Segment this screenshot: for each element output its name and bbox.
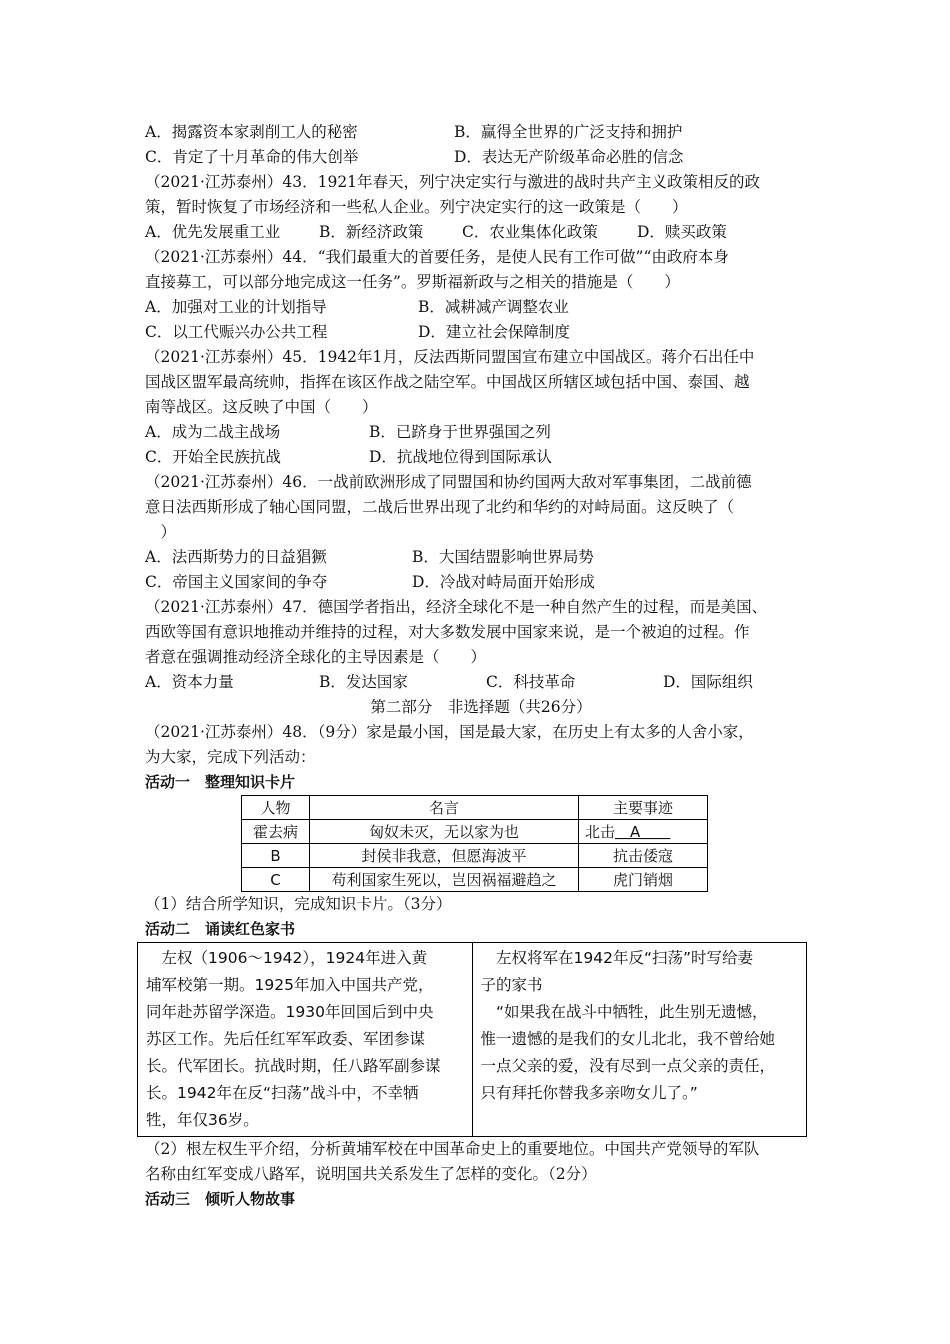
activity2-title: 活动二 诵读红色家书 <box>145 920 296 938</box>
bio-line: 牲，年仅36岁。 <box>146 1111 259 1129</box>
q46-options-row-2 <box>145 570 817 595</box>
table-header-row <box>242 796 708 820</box>
q43-stem-line-1: （2021·江苏泰州）43．1921年春天，列宁决定实行与激进的战时共产主义政策相反的政 <box>145 173 761 191</box>
q44-option-b: B．减耕减产调整农业 <box>418 298 569 316</box>
q43-option-b: B．新经济政策 <box>319 223 424 241</box>
q45-option-b: B．已跻身于世界强国之列 <box>369 423 551 441</box>
q45-option-c: C．开始全民族抗战 <box>145 448 281 466</box>
activity2-question-line-2: 名称由红军变成八路军，说明国共关系发生了怎样的变化。（2分） <box>145 1165 597 1183</box>
q47-option-c: C．科技革命 <box>486 673 576 691</box>
row2-deed: 抗击倭寇 <box>579 844 708 868</box>
row1-deed <box>579 820 708 844</box>
q47-stem-line-2: 西欧等国有意识地推动并维持的过程，对大多数发展中国家来说，是一个被迫的过程。作 <box>145 623 750 641</box>
q44-option-a: A．加强对工业的计划指导 <box>145 298 327 316</box>
bio-line: 左权（1906～1942），1924年进入黄 <box>146 949 428 967</box>
q47-stem-line-1: （2021·江苏泰州）47．德国学者指出，经济全球化不是一种自然产生的过程，而是美国、 <box>145 598 768 616</box>
q45-stem-line-1: （2021·江苏泰州）45．1942年1月，反法西斯同盟国宣布建立中国战区。蒋介石出任中 <box>145 348 755 366</box>
q47-options <box>145 670 817 695</box>
letter-line: 惟一遗憾的是我们的女儿北北，我不曾给她 <box>480 1030 776 1048</box>
q47-option-b: B．发达国家 <box>319 673 408 691</box>
letter-line: 只有拜托你替我多亲吻女儿了。” <box>480 1084 698 1102</box>
letter-line: 一点父亲的爱，没有尽到一点父亲的责任， <box>480 1057 776 1075</box>
q45-option-a: A．成为二战主战场 <box>145 423 281 441</box>
table-row <box>242 844 708 868</box>
header-quote: 名言 <box>310 796 579 820</box>
exam-page <box>145 120 817 1212</box>
q45-option-d: D．抗战地位得到国际承认 <box>369 448 552 466</box>
activity1-title: 活动一 整理知识卡片 <box>145 773 296 791</box>
letter-line: 左权将军在1942年反“扫荡”时写给妻 <box>480 949 754 967</box>
zuo-quan-biography <box>138 943 473 1137</box>
q44-option-c: C．以工代赈兴办公共工程 <box>145 323 328 341</box>
q44-options-row-1 <box>145 295 817 320</box>
q45-stem-line-2: 国战区盟军最高统帅，指挥在该区作战之陆空军。中国战区所辖区域包括中国、泰国、越 <box>145 373 750 391</box>
activity2-question-line-1: （2）根左权生平介绍，分析黄埔军校在中国革命史上的重要地位。中国共产党领导的军队 <box>145 1140 760 1158</box>
letter-line: 子的家书 <box>480 976 543 994</box>
q45-options-row-2 <box>145 445 817 470</box>
q42-options-row-1 <box>145 120 817 145</box>
q46-stem-line-1: （2021·江苏泰州）46．一战前欧洲形成了同盟国和协约国两大敌对军事集团，二战前德 <box>145 473 752 491</box>
row1-person: 霍去病 <box>242 820 310 844</box>
q47-option-d: D．国际组织 <box>663 673 753 691</box>
family-letter-excerpt <box>472 943 807 1137</box>
bio-line: 同年赴苏留学深造。1930年回国后到中央 <box>146 1003 434 1021</box>
q42-option-b: B．赢得全世界的广泛支持和拥护 <box>454 123 683 141</box>
row1-deed-prefix: 北击 <box>585 823 616 841</box>
family-letter-table <box>137 942 807 1137</box>
q42-option-a: A．揭露资本家剥削工人的秘密 <box>145 123 358 141</box>
q44-stem-line-1: （2021·江苏泰州）44．“我们最重大的首要任务，是使人民有工作可做”“由政府本身 <box>145 248 729 266</box>
q45-stem-line-3: 南等战区。这反映了中国（ ） <box>145 398 378 416</box>
row3-deed: 虎门销烟 <box>579 868 708 892</box>
bio-line: 苏区工作。先后任红军军政委、军团参谋 <box>146 1030 426 1048</box>
q43-option-a: A．优先发展重工业 <box>145 223 281 241</box>
q46-option-d: D．冷战对峙局面开始形成 <box>412 573 595 591</box>
q44-options-row-2 <box>145 320 817 345</box>
q46-option-b: B．大国结盟影响世界局势 <box>412 548 594 566</box>
q42-option-d: D．表达无产阶级革命必胜的信念 <box>454 148 684 166</box>
q42-option-c: C．肯定了十月革命的伟大创举 <box>145 148 359 166</box>
table-row <box>242 820 708 844</box>
letter-line: “如果我在战斗中牺牲，此生别无遗憾， <box>480 1003 768 1021</box>
q47-option-a: A．资本力量 <box>145 673 234 691</box>
header-deed: 主要事迹 <box>579 796 708 820</box>
q43-option-c: C．农业集体化政策 <box>462 223 598 241</box>
q43-options <box>145 220 817 245</box>
q46-option-c: C．帝国主义国家间的争夺 <box>145 573 328 591</box>
q48-stem-line-1: （2021·江苏泰州）48．（9分）家是最小国，国是最大家，在历史上有太多的人舍小家， <box>145 723 754 741</box>
q46-stem-line-3: ） <box>145 523 177 541</box>
row3-person: C <box>242 868 310 892</box>
row2-quote: 封侯非我意，但愿海波平 <box>310 844 579 868</box>
q45-options-row-1 <box>145 420 817 445</box>
row1-quote: 匈奴未灭，无以家为也 <box>310 820 579 844</box>
table-row <box>242 868 708 892</box>
q42-options-row-2 <box>145 145 817 170</box>
q44-option-d: D．建立社会保障制度 <box>418 323 570 341</box>
header-person: 人物 <box>242 796 310 820</box>
activity1-question: （1）结合所学知识，完成知识卡片。（3分） <box>145 895 452 913</box>
q44-stem-line-2: 直接募工，可以部分地完成这一任务”。罗斯福新政与之相关的措施是（ ） <box>145 273 680 291</box>
q46-stem-line-2: 意日法西斯形成了轴心国同盟，二战后世界出现了北约和华约的对峙局面。这反映了（ <box>145 498 735 516</box>
part2-title: 第二部分 非选择题（共26分） <box>370 698 592 716</box>
q48-stem-line-2: 为大家，完成下列活动： <box>145 748 316 766</box>
bio-line: 埔军校第一期。1925年加入中国共产党， <box>146 976 434 994</box>
row1-deed-blank: ＿A＿＿ <box>615 823 671 841</box>
bio-line: 长。代军团长。抗战时期，任八路军副参谋 <box>146 1057 441 1075</box>
knowledge-card-table <box>241 795 708 892</box>
q46-options-row-1 <box>145 545 817 570</box>
q43-option-d: D．赎买政策 <box>637 223 727 241</box>
activity3-title: 活动三 倾听人物故事 <box>145 1190 296 1208</box>
row3-quote: 苟利国家生死以，岂因祸福避趋之 <box>310 868 579 892</box>
q43-stem-line-2: 策，暂时恢复了市场经济和一些私人企业。列宁决定实行的这一政策是（ ） <box>145 198 688 216</box>
q46-option-a: A．法西斯势力的日益猖獗 <box>145 548 327 566</box>
q47-stem-line-3: 者意在强调推动经济全球化的主导因素是（ ） <box>145 648 487 666</box>
bio-line: 长。1942年在反“扫荡”战斗中，不幸牺 <box>146 1084 419 1102</box>
row2-person: B <box>242 844 310 868</box>
